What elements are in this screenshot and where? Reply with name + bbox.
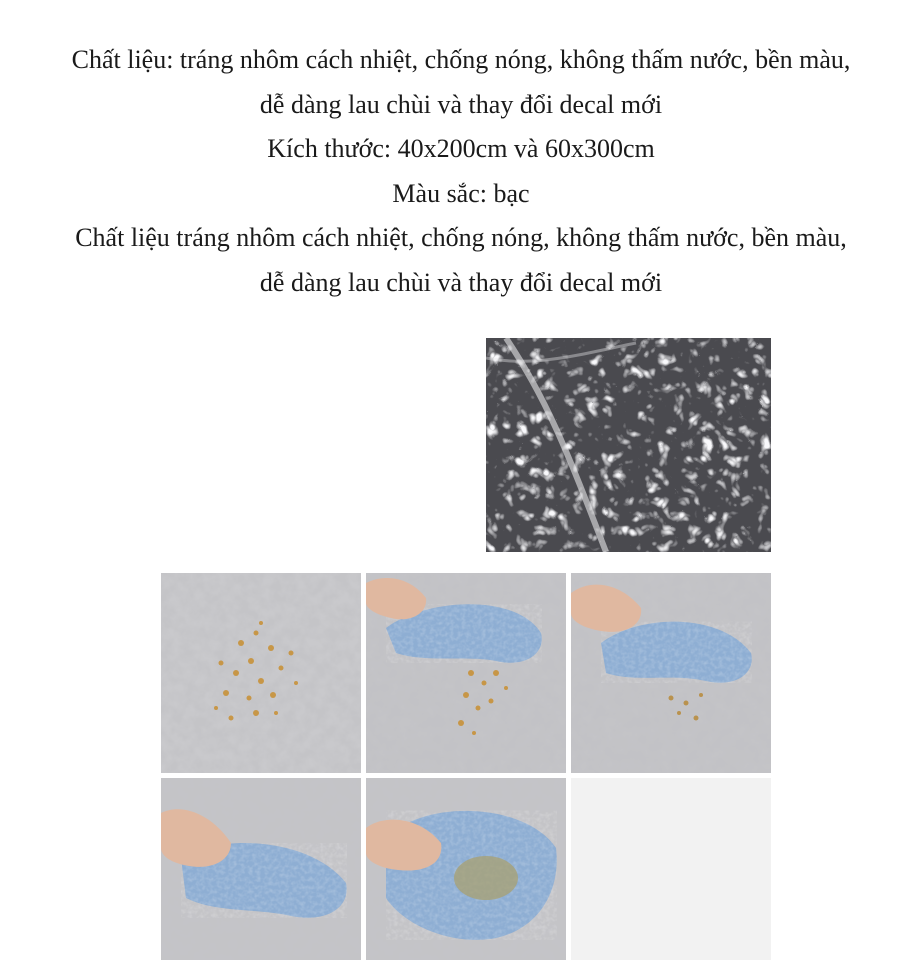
towel-wiping-crumbs-closer-photo [571, 573, 771, 773]
description-line: Màu sắc: bạc [392, 178, 530, 208]
towel-wiping-foil-photo [161, 778, 361, 960]
empty-placeholder [571, 778, 771, 960]
towel-wiping-crumbs-photo [366, 573, 566, 773]
description-line: Kích thước: 40x200cm và 60x300cm [267, 134, 655, 163]
product-description [0, 38, 922, 305]
aluminum-foil-texture-photo [486, 338, 771, 552]
foil-with-crumbs-photo [161, 573, 361, 773]
description-line: dễ dàng lau chùi và thay đổi decal mới [259, 267, 663, 297]
description-line: dễ dàng lau chùi và thay đổi decal mới [259, 89, 663, 119]
towel-with-stain-photo [366, 778, 566, 960]
description-line: Chất liệu: tráng nhôm cách nhiệt, chống nóng, không thấm nước, bền màu, [71, 45, 851, 74]
description-line: Chất liệu tráng nhôm cách nhiệt, chống nóng, không thấm nước, bền màu, [75, 223, 847, 252]
